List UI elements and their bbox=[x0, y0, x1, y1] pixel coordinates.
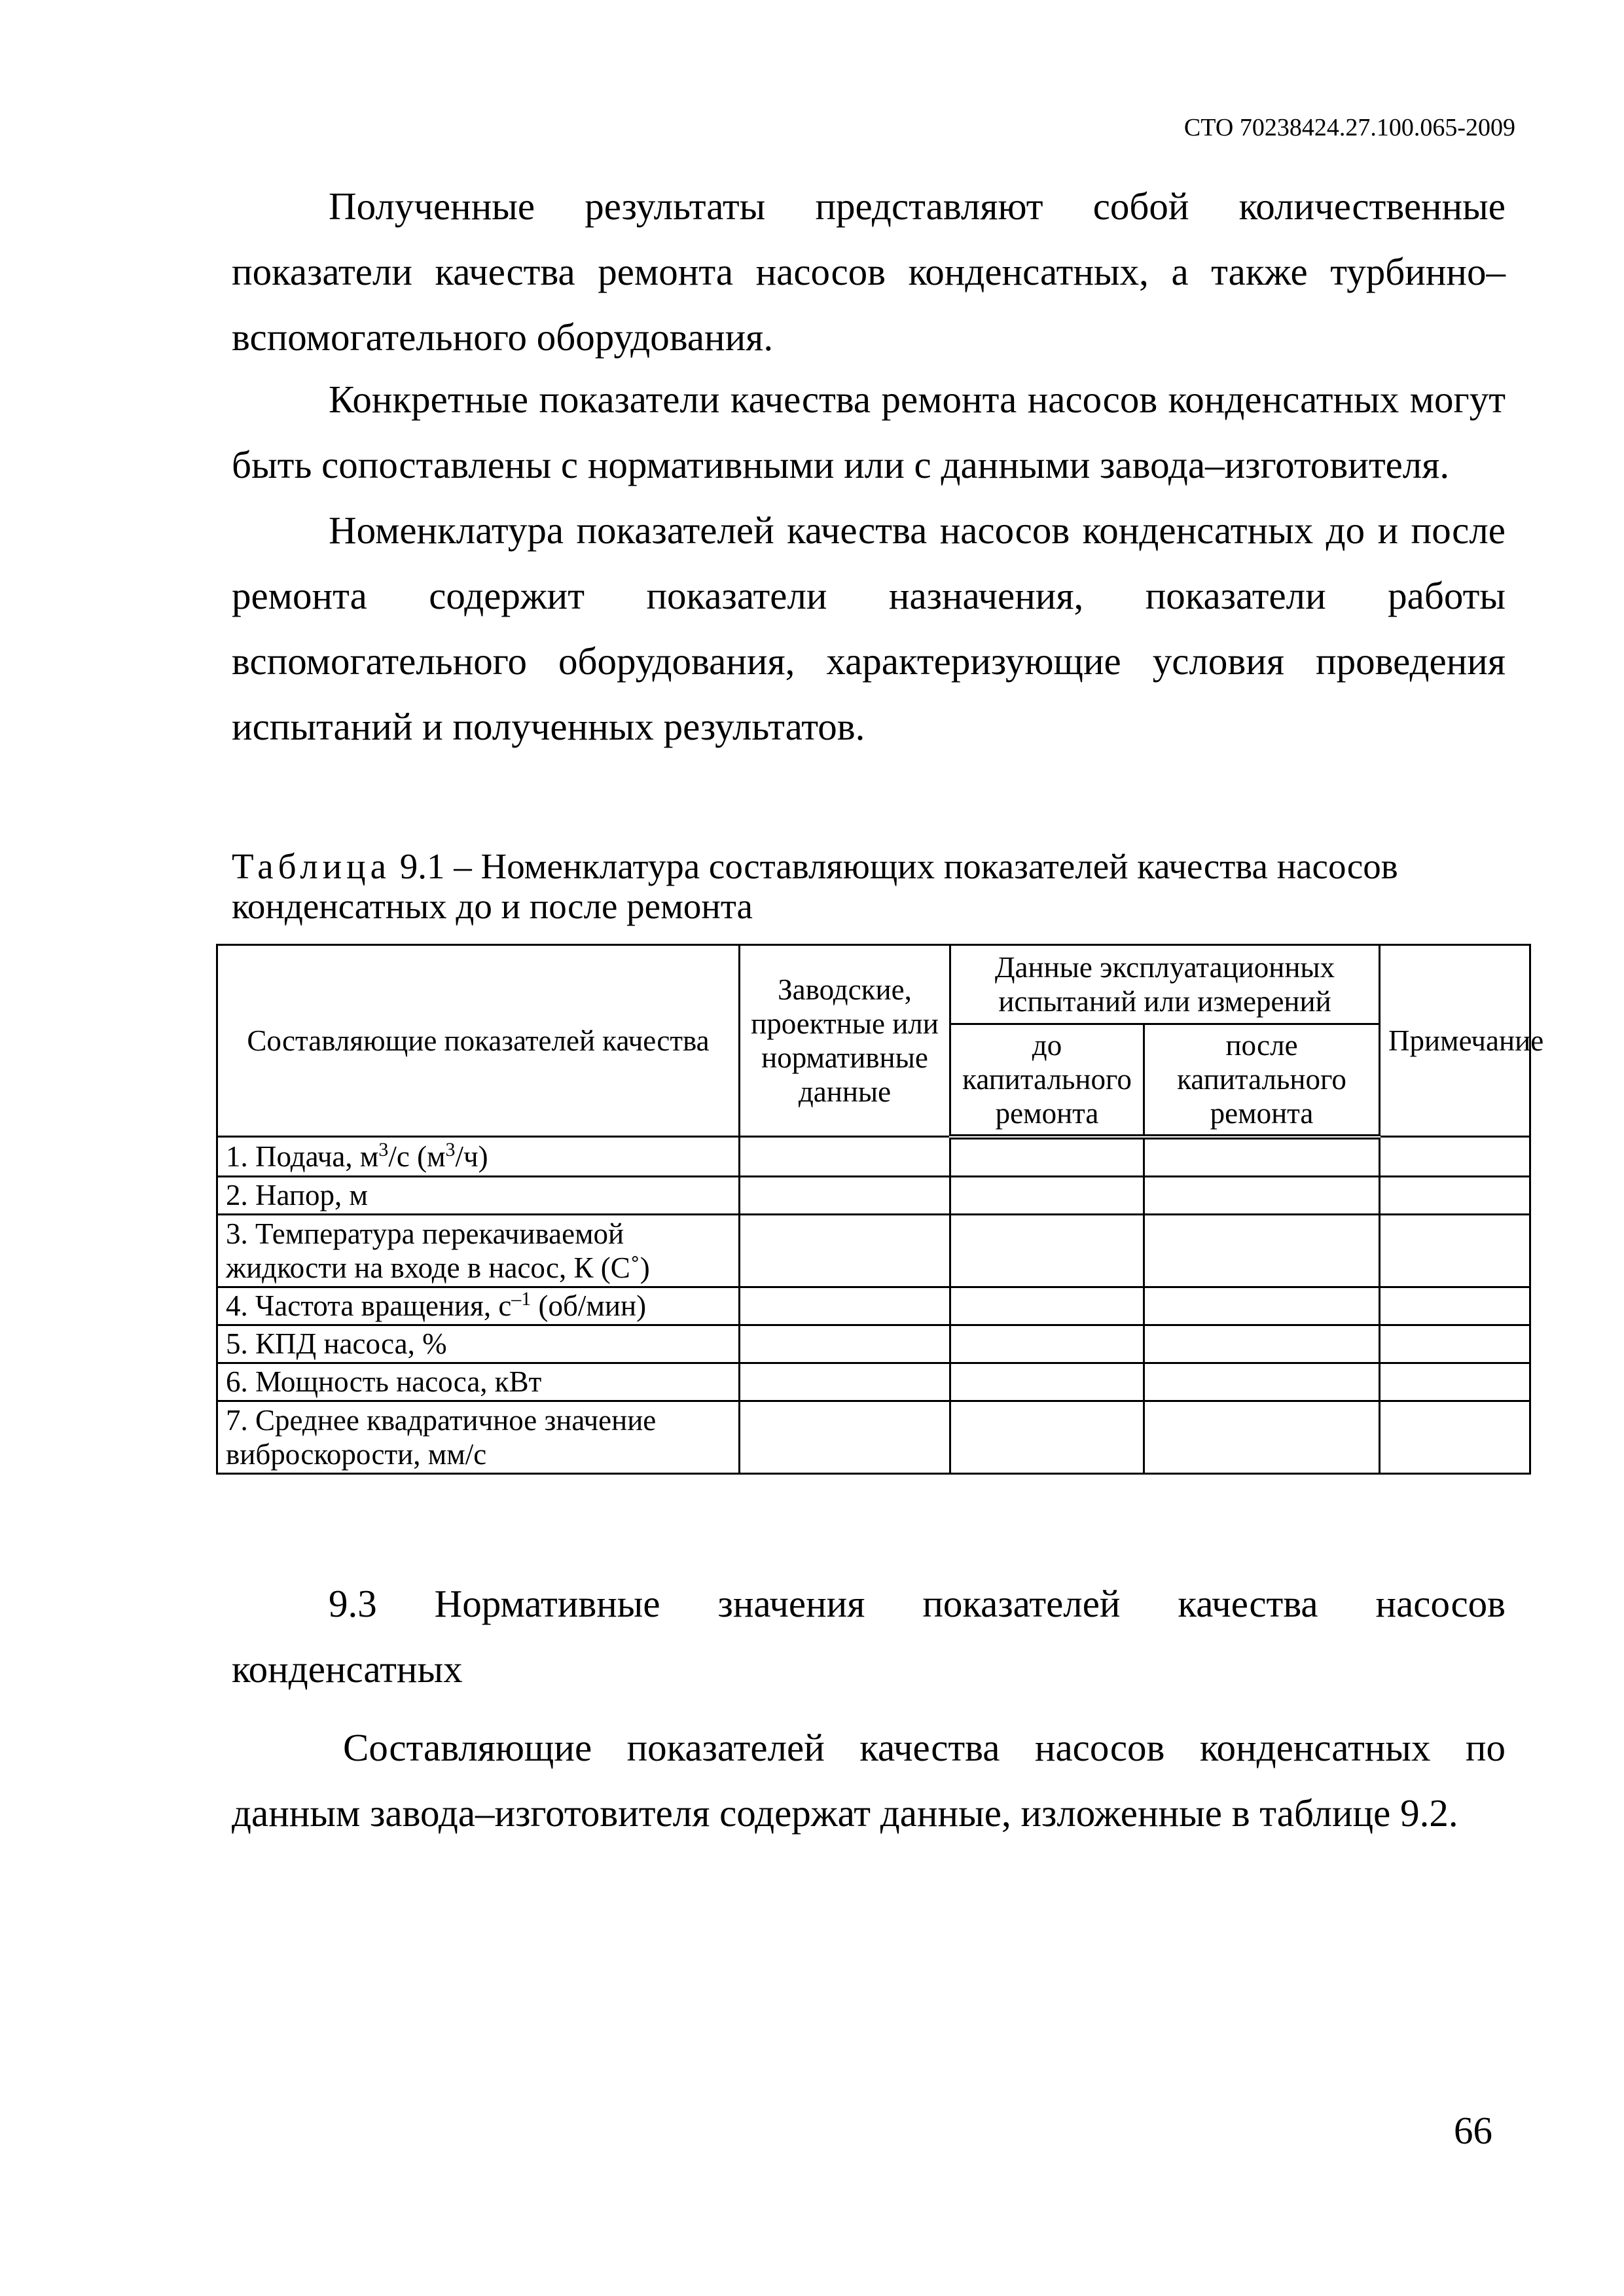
cell-note bbox=[1380, 1137, 1530, 1177]
document-code-header: СТО 70238424.27.100.065-2009 bbox=[1183, 114, 1515, 141]
cell-after bbox=[1144, 1137, 1380, 1177]
row-label: 2. Напор, м bbox=[217, 1176, 740, 1214]
quality-indicators-table bbox=[216, 944, 1544, 1475]
row-label: 4. Частота вращения, $с^{-1}$ (об/мин) bbox=[217, 1287, 740, 1325]
cell-before bbox=[950, 1214, 1144, 1287]
cell-factory bbox=[740, 1401, 950, 1473]
table-row bbox=[217, 1401, 1530, 1473]
cell-factory bbox=[740, 1287, 950, 1325]
section-body bbox=[232, 1715, 1506, 1846]
cell-factory bbox=[740, 1176, 950, 1214]
cell-before bbox=[950, 1287, 1144, 1325]
header-operational-data: Данные эксплуатационных испытаний или измерений bbox=[950, 945, 1380, 1024]
header-before-repair: до капитального ремонта bbox=[950, 1024, 1144, 1137]
header-component: Составляющие показателей качества bbox=[217, 945, 740, 1137]
cell-after bbox=[1144, 1325, 1380, 1363]
cell-before bbox=[950, 1176, 1144, 1214]
page-number: 66 bbox=[1454, 2109, 1492, 2152]
paragraph-nomenclature bbox=[232, 497, 1506, 759]
paragraph-results-text: Полученные результаты представляют собой количественные показатели качества ремонта насосов конденсатных, а также турбинно–вспомогательного оборудования. bbox=[232, 185, 1506, 359]
cell-before bbox=[950, 1363, 1144, 1401]
header-after-repair: после капитального ремонта bbox=[1144, 1024, 1380, 1137]
row-label: 1. Подача, $м^3/с$ $(м^3/ч)$ bbox=[217, 1137, 740, 1177]
cell-note bbox=[1380, 1214, 1530, 1287]
table-row bbox=[217, 1287, 1530, 1325]
row-label: 5. КПД насоса, % bbox=[217, 1325, 740, 1363]
row-label: 6. Мощность насоса, кВт bbox=[217, 1363, 740, 1401]
cell-before bbox=[950, 1401, 1144, 1473]
cell-after bbox=[1144, 1363, 1380, 1401]
table-row bbox=[217, 1137, 1530, 1177]
table-row bbox=[217, 1214, 1530, 1287]
header-factory-data: Заводские, проектные или нормативные данные bbox=[740, 945, 950, 1137]
cell-factory bbox=[740, 1363, 950, 1401]
cell-after bbox=[1144, 1214, 1380, 1287]
row-label: 7. Среднее квадратичное значение виброскорости, мм/с bbox=[217, 1401, 740, 1473]
section-body-text: Составляющие показателей качества насосов конденсатных по данным завода–изготовителя содержат данные, изложенные в таблице 9.2. bbox=[232, 1726, 1506, 1835]
cell-after bbox=[1144, 1287, 1380, 1325]
cell-factory bbox=[740, 1325, 950, 1363]
table-caption bbox=[232, 846, 1515, 926]
table-caption-text: 9.1 – Номенклатура составляющих показателей качества насосов конденсатных до и после ремонта bbox=[232, 846, 1398, 926]
table-row bbox=[217, 1363, 1530, 1401]
header-note: Примечание bbox=[1380, 945, 1530, 1137]
cell-before bbox=[950, 1137, 1144, 1177]
paragraph-comparison-text: Конкретные показатели качества ремонта насосов конденсатных могут быть сопоставлены с нормативными или с данными завода–изготовителя. bbox=[232, 378, 1506, 486]
cell-note bbox=[1380, 1363, 1530, 1401]
paragraph-nomenclature-text: Номенклатура показателей качества насосов конденсатных до и после ремонта содержит показатели назначения, показатели работы вспомогательного оборудования, характеризующие условия проведения испытаний и полученных результатов. bbox=[232, 509, 1506, 748]
cell-factory bbox=[740, 1214, 950, 1287]
row-label: 3. Температура перекачиваемой жидкости на входе в насос, К (С˚) bbox=[217, 1214, 740, 1287]
cell-before bbox=[950, 1325, 1144, 1363]
section-heading bbox=[232, 1571, 1506, 1702]
section-heading-text: 9.3 Нормативные значения показателей качества насосов конденсатных bbox=[232, 1582, 1506, 1691]
cell-after bbox=[1144, 1176, 1380, 1214]
cell-note bbox=[1380, 1287, 1530, 1325]
paragraph-comparison bbox=[232, 367, 1506, 497]
paragraph-results bbox=[232, 173, 1506, 370]
cell-factory bbox=[740, 1137, 950, 1177]
cell-note bbox=[1380, 1401, 1530, 1473]
table-row bbox=[217, 1325, 1530, 1363]
cell-after bbox=[1144, 1401, 1380, 1473]
table-caption-label: Таблица bbox=[232, 846, 391, 886]
table-row bbox=[217, 1176, 1530, 1214]
cell-note bbox=[1380, 1176, 1530, 1214]
cell-note bbox=[1380, 1325, 1530, 1363]
